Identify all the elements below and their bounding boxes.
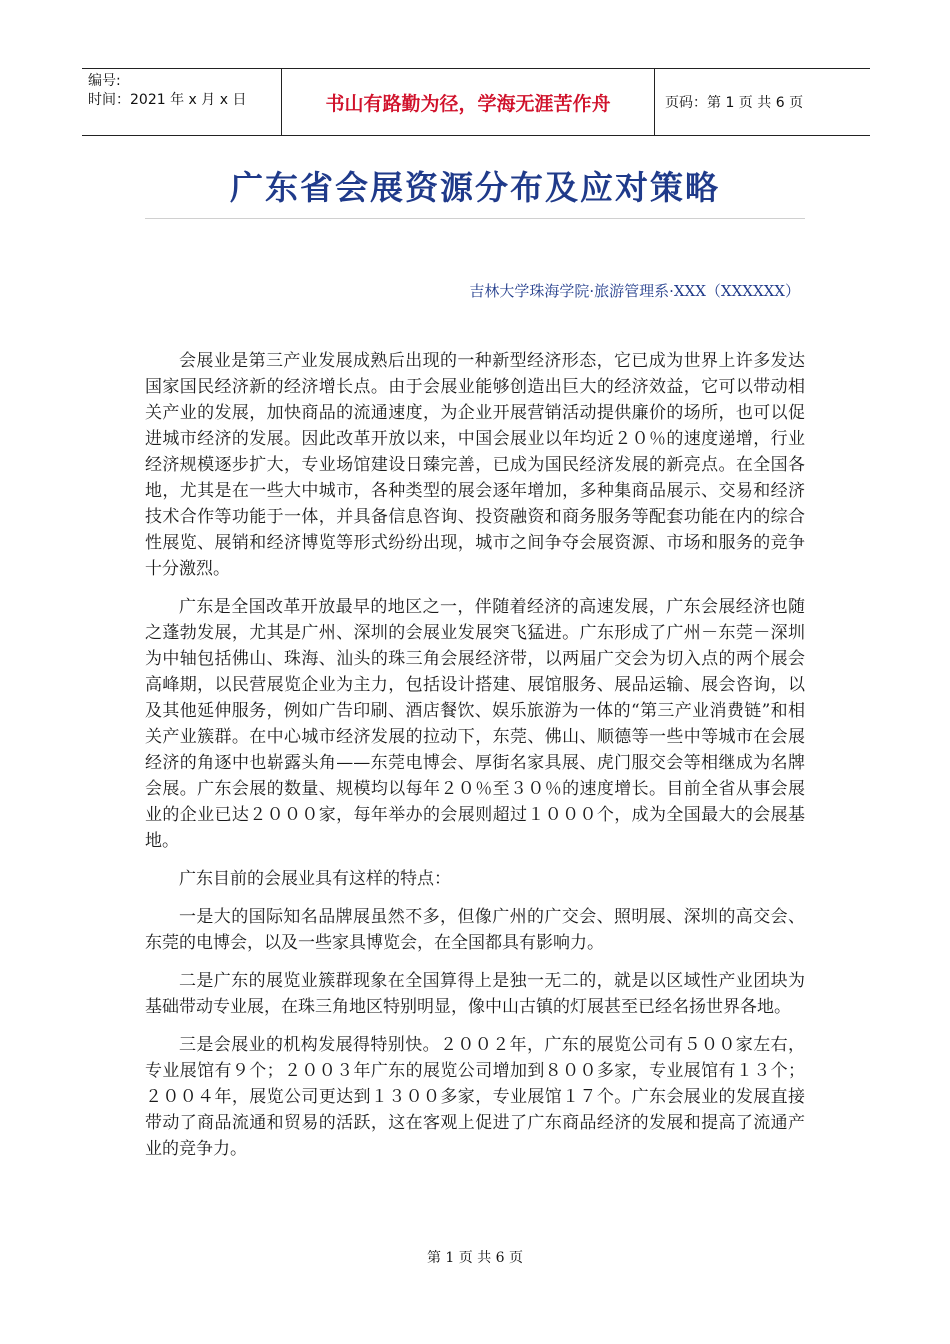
paragraph: 一是大的国际知名品牌展虽然不多，但像广州的广交会、照明展、深圳的高交会、东莞的电博会，以及一些家具博览会，在全国都具有影响力。 [145,907,805,953]
paragraph: 会展业是第三产业发展成熟后出现的一种新型经济形态，它已成为世界上许多发达国家国民经济新的经济增长点。由于会展业能够创造出巨大的经济效益，它可以带动相关产业的发展，加快商品的流通速度，为企业开展营销活动提供廉价的场所，也可以促进城市经济的发展。因此改革开放以来，中国会展业以年均近２０％的速度递增，行业经济规模逐步扩大，专业场馆建设日臻完善，已成为国民经济发展的新亮点。在全国各地，尤其是在一些大中城市，各种类型的展会逐年增加，多种集商品展示、交易和经济技术合作等功能于一体，并具备信息咨询、投资融资和商务服务等配套功能在内的综合性展览、展销和经济博览等形式纷纷出现，城市之间争夺会展资源、市场和服务的竞争十分激烈。 [145,351,805,579]
paragraph: 三是会展业的机构发展得特别快。２００２年，广东的展览公司有５００家左右，专业展馆有９个；２００３年广东的展览公司增加到８００多家，专业展馆有１３个；２００４年，展览公司更达到１３００多家，专业展馆１７个。广东会展业的发展直接带动了商品流通和贸易的活跃，这在客观上促进了广东商品经济的发展和提高了流通产业的竞争力。 [145,1035,805,1159]
header-page-info: 页码：第 1 页 共 6 页 [665,95,804,111]
header-motto: 书山有路勤为径，学海无涯苦作舟 [282,69,655,135]
header-meta [82,69,282,135]
paragraph: 二是广东的展览业簇群现象在全国算得上是独一无二的，就是以区域性产业团块为基础带动专业展，在珠三角地区特别明显，像中山古镇的灯展甚至已经名扬世界各地。 [145,971,805,1017]
title-divider [145,218,805,219]
header-table [82,68,870,136]
document-title: 广东省会展资源分布及应对策略 [230,168,720,207]
page-footer: 第 1 页 共 6 页 [426,1250,524,1266]
paragraph: 广东目前的会展业具有这样的特点： [179,869,451,889]
document-number-label: 编号: [88,73,121,89]
author-affiliation: 吉林大学珠海学院·旅游管理系·XXX（XXXXXX） [469,282,800,300]
document-body [145,348,805,1174]
document-time-label: 时间：2021 年 x 月 x 日 [88,92,247,108]
paragraph: 广东是全国改革开放最早的地区之一，伴随着经济的高速发展，广东会展经济也随之蓬勃发展，尤其是广州、深圳的会展业发展突飞猛进。广东形成了广州－东莞－深圳为中轴包括佛山、珠海、汕头的珠三角会展经济带，以两届广交会为切入点的两个展会高峰期，以民营展览企业为主力，包括设计搭建、展馆服务、展品运输、展会咨询，以及其他延伸服务，例如广告印刷、酒店餐饮、娱乐旅游为一体的“第三产业消费链”和相关产业簇群。在中心城市经济发展的拉动下，东莞、佛山、顺德等一些中等城市在会展经济的角逐中也崭露头角——东莞电博会、厚街名家具展、虎门服交会等相继成为名牌会展。广东会展的数量、规模均以每年２０％至３０％的速度增长。目前全省从事会展业的企业已达２０００家，每年举办的会展则超过１０００个，成为全国最大的会展基地。 [145,597,805,851]
